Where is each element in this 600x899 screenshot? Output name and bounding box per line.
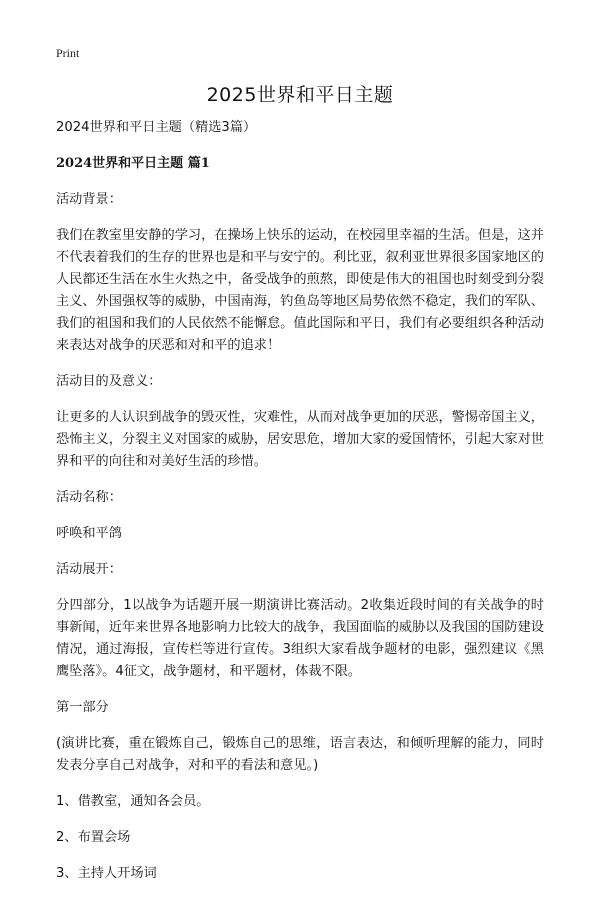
expand-label: 活动展开： <box>56 562 122 577</box>
list-item: 3、主持人开场词 <box>56 866 157 881</box>
page-title: 2025世界和平日主题 <box>206 84 394 106</box>
print-label: Print <box>56 46 80 60</box>
activity-name-value: 呼唤和平鸽 <box>56 526 122 541</box>
background-label: 活动背景： <box>56 192 122 207</box>
part-one-label: 第一部分 <box>56 700 109 715</box>
purpose-label: 活动目的及意义： <box>56 374 162 389</box>
document-content <box>56 117 544 899</box>
section-heading: 2024世界和平日主题 篇1 <box>56 156 210 171</box>
list-item: 2、布置会场 <box>56 830 131 845</box>
document-subtitle: 2024世界和平日主题（精选3篇） <box>56 120 257 135</box>
expand-paragraph: 分四部分，1以战争为话题开展一期演讲比赛活动。2收集近段时间的有关战争的时事新闻，近年来世界各地影响力比较大的战争，我国面临的威胁以及我国的国防建设情况，通过海报，宣传栏等进行宣传。3组织大家看战争题材的电影，强烈建议《黑鹰坠落》。4征文，战争题材，和平题材，体裁不限。 <box>56 598 544 679</box>
background-paragraph: 我们在教室里安静的学习，在操场上快乐的运动，在校园里幸福的生活。但是，这并不代表着我们的生存的世界也是和平与安宁的。利比亚，叙利亚世界很多国家地区的人民都还生活在水生火热之中，备受战争的煎熬，即使是伟大的祖国也时刻受到分裂主义、外国强权等的威胁，中国南海，钓鱼岛等地区局势依然不稳定，我们的军队、我们的祖国和我们的人民依然不能懈怠。值此国际和平日，我们有必要组织各种活动来表达对战争的厌恶和对和平的追求！ <box>56 228 544 353</box>
activity-name-label: 活动名称： <box>56 490 122 505</box>
part-one-paragraph: (演讲比赛，重在锻炼自己，锻炼自己的思维，语言表达，和倾听理解的能力，同时发表分享自己对战争，对和平的看法和意见。) <box>56 736 544 773</box>
purpose-paragraph: 让更多的人认识到战争的毁灭性，灾难性，从而对战争更加的厌恶，警惕帝国主义，恐怖主义，分裂主义对国家的威胁，居安思危，增加大家的爱国情怀，引起大家对世界和平的向往和对美好生活的珍惜。 <box>56 410 544 469</box>
list-item: 1、借教室，通知各会员。 <box>56 794 210 809</box>
